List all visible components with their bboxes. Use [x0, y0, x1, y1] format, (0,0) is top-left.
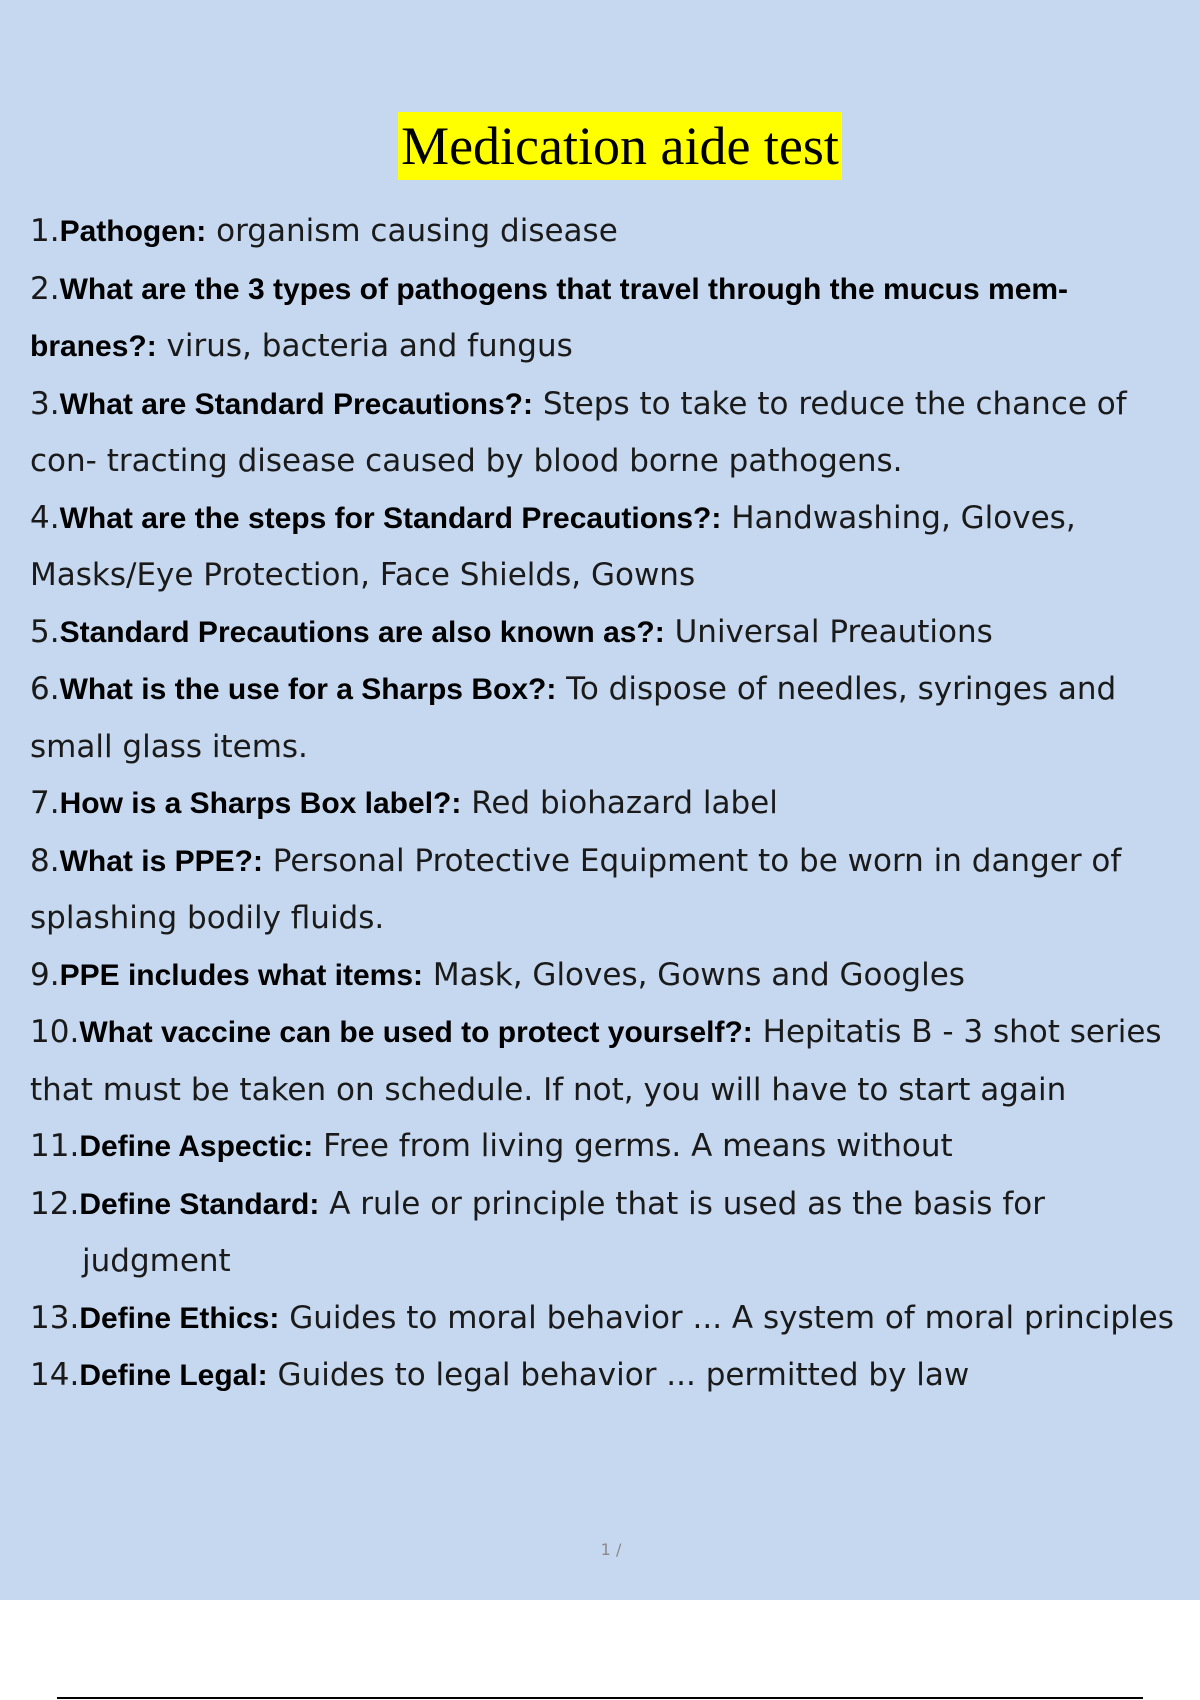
item-question: Define Standard: — [79, 1187, 320, 1221]
item-question: Standard Precautions are also known as?: — [59, 615, 665, 649]
item-number: 10. — [30, 1014, 80, 1050]
item-question: Pathogen: — [59, 215, 207, 248]
item-answer: Guides to legal behavior ... permitted by law — [267, 1357, 970, 1393]
list-item — [30, 947, 1190, 1005]
item-question: What is the use for a Sharps Box?: — [59, 673, 557, 706]
item-question: How is a Sharps Box label?: — [59, 787, 462, 820]
item-answer: Steps to take to reduce the chance of con- tracting disease caused by blood borne pathogens. — [30, 385, 1127, 479]
list-item — [30, 775, 1190, 833]
item-answer: Personal Protective Equipment to be worn in danger of splashing bodily fluids. — [30, 842, 1122, 936]
item-number: 4. — [30, 499, 60, 536]
item-number: 2. — [30, 270, 60, 307]
item-number: 9. — [30, 956, 60, 993]
item-question: What vaccine can be used to protect yourself?: — [79, 1016, 753, 1049]
item-number: 1. — [30, 213, 60, 249]
item-question: PPE includes what items: — [59, 958, 424, 992]
list-item — [30, 1347, 1190, 1405]
item-question: What are the steps for Standard Precautions?: — [59, 501, 722, 535]
item-answer: Mask, Gloves, Gowns and Googles — [423, 956, 965, 993]
footer-divider — [57, 1697, 1143, 1699]
list-item — [30, 833, 1190, 947]
item-number: 13. — [30, 1299, 80, 1336]
item-question: Define Aspectic: — [79, 1130, 314, 1163]
item-number: 11. — [30, 1128, 80, 1164]
item-answer: Universal Preautions — [664, 613, 993, 650]
item-answer: Handwashing, Gloves, Masks/Eye Protection, Face Shields, Gowns — [30, 499, 1076, 593]
item-answer: Guides to moral behavior ... A system of moral principles — [279, 1299, 1174, 1336]
list-item — [30, 1118, 1190, 1176]
item-number: 3. — [30, 385, 60, 422]
document-title: Medication aide test — [398, 112, 842, 180]
list-item — [30, 261, 1190, 376]
item-question: What are Standard Precautions?: — [59, 387, 534, 421]
list-item — [30, 376, 1190, 490]
item-number: 8. — [30, 842, 60, 879]
list-item — [30, 1004, 1190, 1118]
item-number: 14. — [30, 1357, 80, 1393]
item-answer: Free from living germs. A means without — [313, 1128, 953, 1164]
list-item — [30, 604, 1190, 662]
page-number: 1 / — [600, 1540, 622, 1559]
item-number: 6. — [30, 671, 60, 707]
item-answer: virus, bacteria and fungus — [156, 328, 573, 364]
item-number: 7. — [30, 785, 60, 821]
list-item — [30, 490, 1190, 604]
list-item — [30, 661, 1190, 775]
item-number: 5. — [30, 613, 60, 650]
qa-list — [30, 203, 1190, 1405]
item-question: What is PPE?: — [59, 844, 263, 878]
title-wrap — [0, 112, 1200, 180]
item-question: What are the 3 types of pathogens that travel through the mucus mem- branes?: — [30, 272, 1069, 363]
list-item — [30, 1290, 1190, 1348]
item-question: Define Ethics: — [79, 1301, 280, 1335]
item-answer: A rule or principle that is used as the basis for judgment — [82, 1185, 1045, 1279]
item-question: Define Legal: — [79, 1359, 268, 1392]
item-answer: Hepitatis B - 3 shot series that must be taken on schedule. If not, you will have to start again — [30, 1014, 1162, 1108]
item-answer: Red biohazard label — [461, 785, 778, 821]
item-answer: To dispose of needles, syringes and small glass items. — [30, 671, 1117, 765]
item-number: 12. — [30, 1185, 80, 1222]
list-item — [30, 1176, 1190, 1290]
list-item — [30, 203, 1190, 261]
item-answer: organism causing disease — [206, 213, 618, 249]
